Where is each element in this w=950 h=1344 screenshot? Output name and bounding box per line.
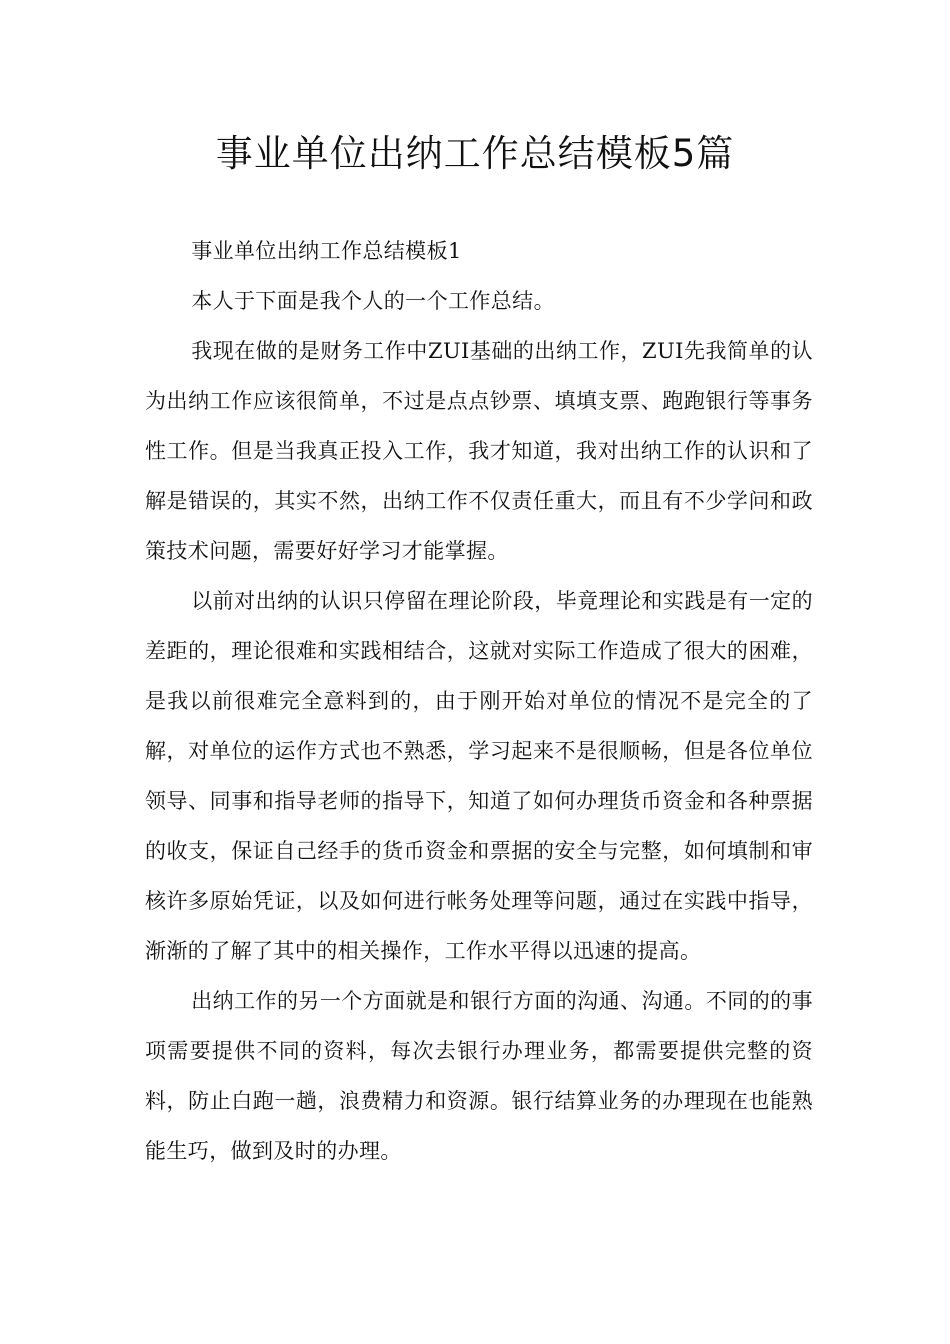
paragraph: 出纳工作的另一个方面就是和银行方面的沟通、沟通。不同的的事项需要提供不同的资料，每次去银行办理业务，都需要提供完整的资料，防止白跑一趟，浪费精力和资源。银行结算业务的办理现在也能熟能生巧，做到及时的办理。 bbox=[145, 989, 813, 1163]
paragraph: 以前对出纳的认识只停留在理论阶段，毕竟理论和实践是有一定的差距的，理论很难和实践相结合，这就对实际工作造成了很大的困难，是我以前很难完全意料到的，由于刚开始对单位的情况不是完全的了解，对单位的运作方式也不熟悉，学习起来不是很顺畅，但是各位单位领导、同事和指导老师的指导下，知道了如何办理货币资金和各种票据的收支，保证自己经手的货币资金和票据的安全与完整，如何填制和审核许多原始凭证，以及如何进行帐务处理等问题，通过在实践中指导，渐渐的了解了其中的相关操作，工作水平得以迅速的提高。 bbox=[145, 589, 813, 963]
paragraph: 本人于下面是我个人的一个工作总结。 bbox=[191, 289, 555, 313]
paragraph: 我现在做的是财务工作中ZUI基础的出纳工作，ZUI先我简单的认为出纳工作应该很简单，不过是点点钞票、填填支票、跑跑银行等事务性工作。但是当我真正投入工作，我才知道，我对出纳工作的认识和了解是错误的，其实不然，出纳工作不仅责任重大，而且有不少学问和政策技术问题，需要好好学习才能掌握。 bbox=[145, 339, 813, 563]
section-heading: 事业单位出纳工作总结模板1 bbox=[191, 239, 462, 263]
page-title: 事业单位出纳工作总结模板5篇 bbox=[215, 132, 735, 175]
document-body bbox=[145, 226, 813, 1176]
